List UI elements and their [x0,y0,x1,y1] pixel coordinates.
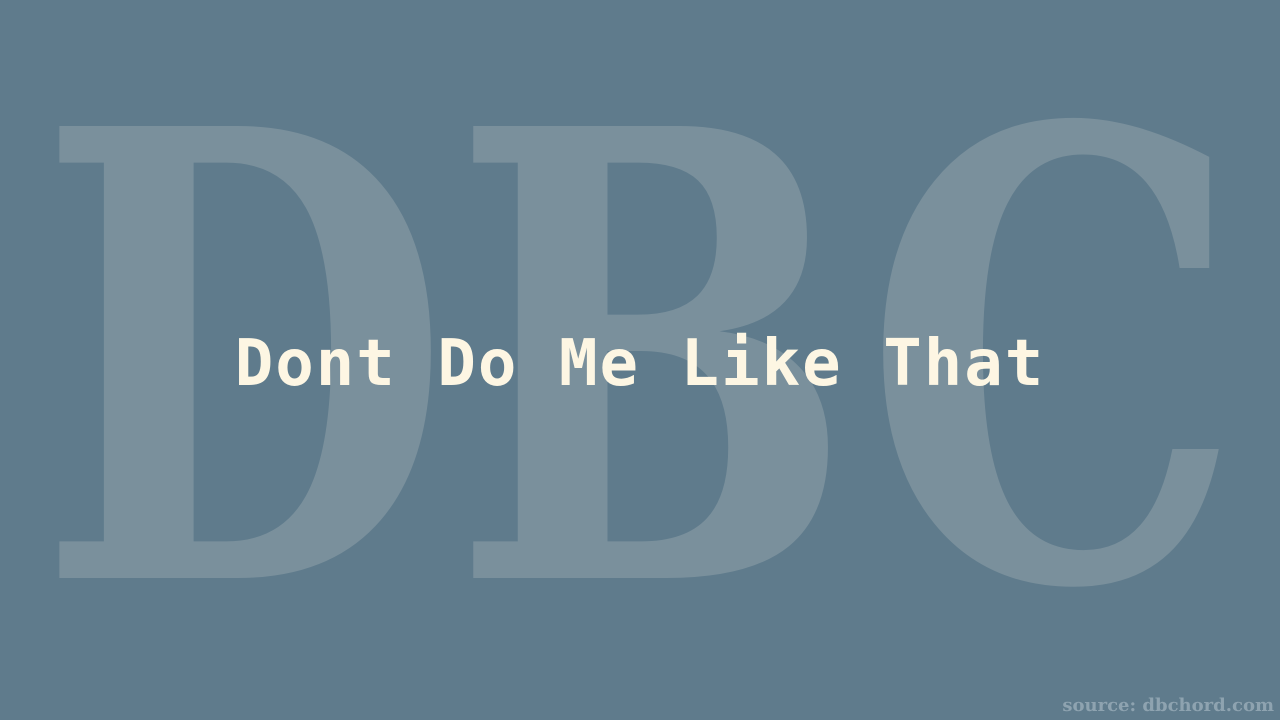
song-title: Dont Do Me Like That [234,327,1046,401]
source-credit: source: dbchord.com [1062,695,1274,716]
watermark-text: DBC [37,0,1243,720]
